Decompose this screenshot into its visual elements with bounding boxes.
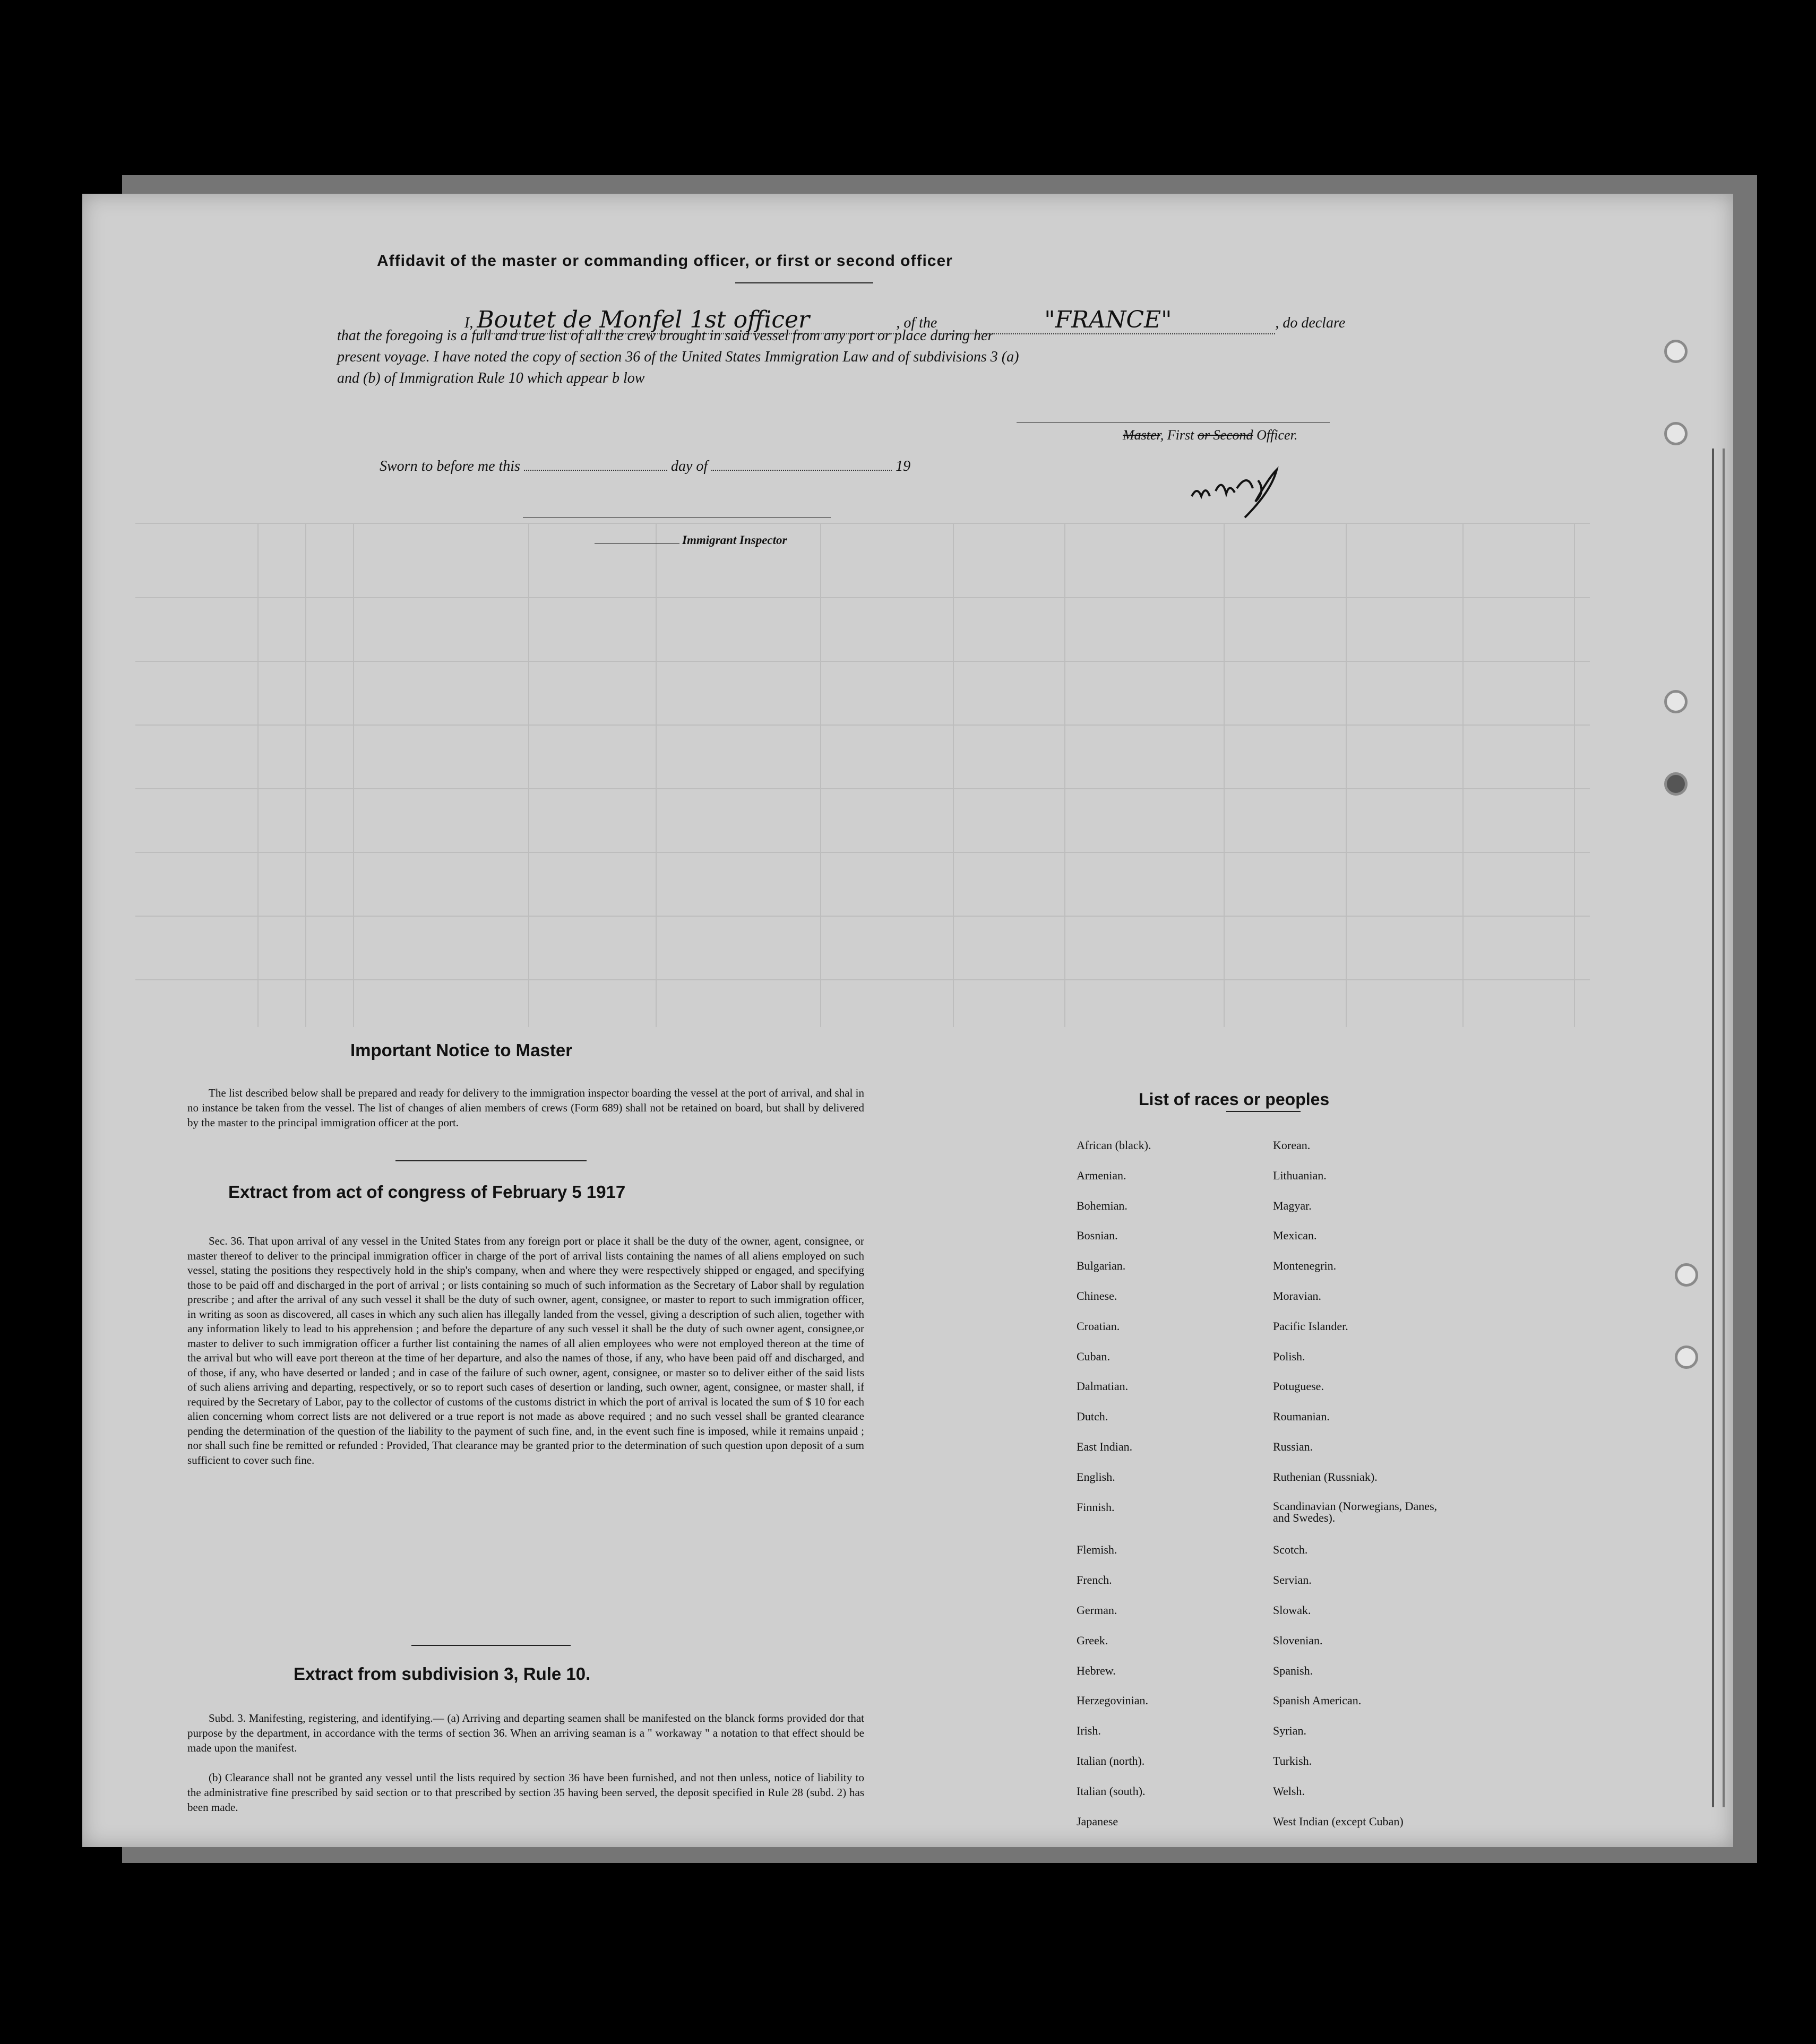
race-item: Dalmatian. [1077, 1379, 1129, 1393]
binder-hole [1675, 1263, 1698, 1287]
races-title-underline [1226, 1111, 1301, 1112]
race-item: West Indian (except Cuban) [1273, 1814, 1404, 1828]
extract-rule-para-b: (b) Clearance shall not be granted any vessel until the lists required by section 36 have been furnished, and not then unless, notice of liability to the administrative fine prescribed by said section or to that prescribed by section 35 having been served, the deposit specified in Rule 28 (subd. 2) has been made. [187, 1771, 864, 1814]
divider [395, 1160, 587, 1161]
race-item: Magyar. [1273, 1198, 1312, 1212]
race-item: Ruthenian (Russniak). [1273, 1470, 1378, 1484]
race-item: Moravian. [1273, 1289, 1322, 1303]
race-item: Bosnian. [1077, 1229, 1118, 1243]
race-item: Welsh. [1273, 1784, 1305, 1798]
race-item: Finnish. [1077, 1500, 1115, 1514]
affidavit-line-3: present voyage. I have noted the copy of section 36 of the United States Immigration Law and of subdivisions 3 (a) [337, 349, 1019, 365]
i-prefix: I, [464, 315, 474, 331]
caption-first: , First [1160, 427, 1194, 443]
race-item: Montenegrin. [1273, 1259, 1337, 1273]
race-item: Lithuanian. [1273, 1168, 1327, 1182]
title-underline [735, 282, 873, 283]
race-item: Potuguese. [1273, 1379, 1324, 1393]
inspector-caption-line [595, 543, 679, 544]
divider [411, 1645, 571, 1646]
extract-rule-para-a: Subd. 3. Manifesting, registering, and identifying.— (a) Arriving and departing seamen shall be manifested on the blanck forms provided dor that purpose by the department, in accordance with the terms of section 36. When an arriving seaman is a " workaway " a notation to that effect should be made upon the manifest. [187, 1712, 864, 1754]
extract-act-text: Sec. 36. That upon arrival of any vessel in the United States from any foreign port or place it shall be the duty of the owner, agent, consignee, or master thereof to deliver to the principal immigration officer in charge of the port of arrival lists containing the names of all aliens employed on such vessel, stating the positions they respectively hold in the ship's company, when and where they were respectively shipped or engaged, and specifying those to be paid off and discharged in the port of arrival ; or lists containing so much of such information as the Secretary of Labor shall by regulation prescribe ; and after the arrival of any such vessel it shall be the duty of such owner, agent, consignee, or master to report to such immigration officer, in writing as soon as discovered, all cases in which any such alien has illegally landed from the vessel, giving a description of such alien, together with any information likely to lead to his apprehension ; and before the departure of any such vessel it shall be the duty of such owner agent, consignee,or master to deliver to such immigration officer a further list containing the names of all alien employees who were not employed thereon at the time of the arrival but who will eave port thereon at the time of her departure, and also the names of those, if any, who have been paid off and discharged, and of those, if any, who have deserted or landed ; and in case of the failure of such owner, agent, consignee, or master so to deliver either of the said lists of such aliens arriving and departing, respectively, or so to report such cases of desertion or landing, such owner, agent, consignee, or master shall, if required by the Secretary of Labor, pay to the collector of customs of the customs district in which the port of arrival is located the sum of $ 10 for each alien concerning whom correct lists are not delivered or a true report is not made as above required ; and no such vessel shall be granted clearance pending the determination of the question of the liability to the payment of such fine, and, in the event such fine is imposed, while it remains unpaid ; nor shall such fine be remitted or refunded : Provided, That clearance may be granted prior to the determination of such question upon deposit of a sum sufficient to cover such fine. [187, 1235, 864, 1467]
signatory-name: Boutet de Monfel 1st officer [477, 306, 896, 334]
document-sheet [82, 194, 1733, 1847]
extract-rule-title: Extract from subdivision 3, Rule 10. [294, 1664, 591, 1684]
race-item: Russian. [1273, 1440, 1313, 1453]
race-item: Spanish American. [1273, 1694, 1362, 1707]
race-item: Flemish. [1077, 1543, 1117, 1557]
officer-signature [1186, 459, 1314, 528]
race-item: Slowak. [1273, 1603, 1311, 1617]
sworn-line [380, 458, 910, 475]
caption-or-second: or Second [1197, 427, 1253, 443]
race-item: African (black). [1077, 1139, 1151, 1152]
race-item: Bulgarian. [1077, 1259, 1126, 1273]
caption-officer: Officer. [1256, 427, 1298, 443]
affidavit-title: Affidavit of the master or commanding officer, or first or second officer [377, 252, 953, 270]
sworn-day-of: day of [670, 458, 708, 475]
races-title: List of races or peoples [1139, 1090, 1330, 1109]
race-item: Cuban. [1077, 1349, 1110, 1363]
caption-master: Master [1123, 427, 1160, 443]
binder-hole [1664, 340, 1688, 363]
sworn-year: 19 [896, 458, 911, 475]
race-item: Italian (south). [1077, 1784, 1146, 1798]
race-item: Irish. [1077, 1724, 1101, 1738]
sworn-prefix: Sworn to before me this [380, 458, 520, 475]
bleed-through-grid [82, 194, 1733, 1847]
signature-caption [1123, 427, 1297, 443]
race-item: French. [1077, 1573, 1112, 1587]
race-item: Japanese [1077, 1814, 1118, 1828]
race-item: Dutch. [1077, 1410, 1108, 1424]
race-item: Chinese. [1077, 1289, 1117, 1303]
of-the-label: , of the [896, 315, 937, 331]
race-item: Pacific Islander. [1273, 1319, 1348, 1333]
race-item: Spanish. [1273, 1663, 1313, 1677]
affidavit-line-2: that the foregoing is a full and true list of all the crew brought in said vessel from any port or place during her [337, 327, 994, 344]
race-item: Mexican. [1273, 1229, 1317, 1243]
race-item: East Indian. [1077, 1440, 1133, 1453]
race-item: Scandinavian (Norwegians, Danes, and Swedes). [1273, 1499, 1438, 1524]
race-item: Syrian. [1273, 1724, 1306, 1738]
race-item: Greek. [1077, 1633, 1108, 1647]
race-item: Italian (north). [1077, 1754, 1145, 1767]
notice-text: The list described below shall be prepared and ready for delivery to the immigration inspector boarding the vessel at the port of arrival, and shal in no instance be taken from the vessel. The list of changes of alien members of crews (Form 689) shall not be retained on board, but shall by delivered by the master to the principal immigration officer at the port. [187, 1086, 864, 1129]
affidavit-line-4: and (b) of Immigration Rule 10 which appear b low [337, 370, 645, 386]
race-item: Scotch. [1273, 1543, 1308, 1557]
race-item: Herzegovinian. [1077, 1694, 1148, 1707]
sworn-date-blank [524, 470, 667, 471]
race-item: Hebrew. [1077, 1663, 1116, 1677]
race-item: Bohemian. [1077, 1198, 1128, 1212]
binder-hole [1675, 1346, 1698, 1369]
vessel-name: "FRANCE" [941, 306, 1275, 334]
binder-hole [1664, 422, 1688, 445]
notice-title: Important Notice to Master [350, 1040, 573, 1060]
race-item: Servian. [1273, 1573, 1312, 1587]
inspector-caption: Immigrant Inspector [682, 533, 787, 547]
extract-act-title: Extract from act of congress of February 5 1917 [228, 1182, 626, 1202]
race-item: Slovenian. [1273, 1633, 1323, 1647]
race-item: Turkish. [1273, 1754, 1312, 1767]
race-item: Polish. [1273, 1349, 1305, 1363]
race-item: Armenian. [1077, 1168, 1126, 1182]
do-declare-label: , do declare [1275, 315, 1346, 331]
race-item: Korean. [1273, 1139, 1311, 1152]
race-item: Roumanian. [1273, 1410, 1330, 1424]
binder-hole [1664, 772, 1688, 796]
sworn-month-blank [711, 470, 892, 471]
race-item: Croatian. [1077, 1319, 1120, 1333]
binder-hole [1664, 690, 1688, 713]
race-item: English. [1077, 1470, 1115, 1484]
race-item: German. [1077, 1603, 1117, 1617]
